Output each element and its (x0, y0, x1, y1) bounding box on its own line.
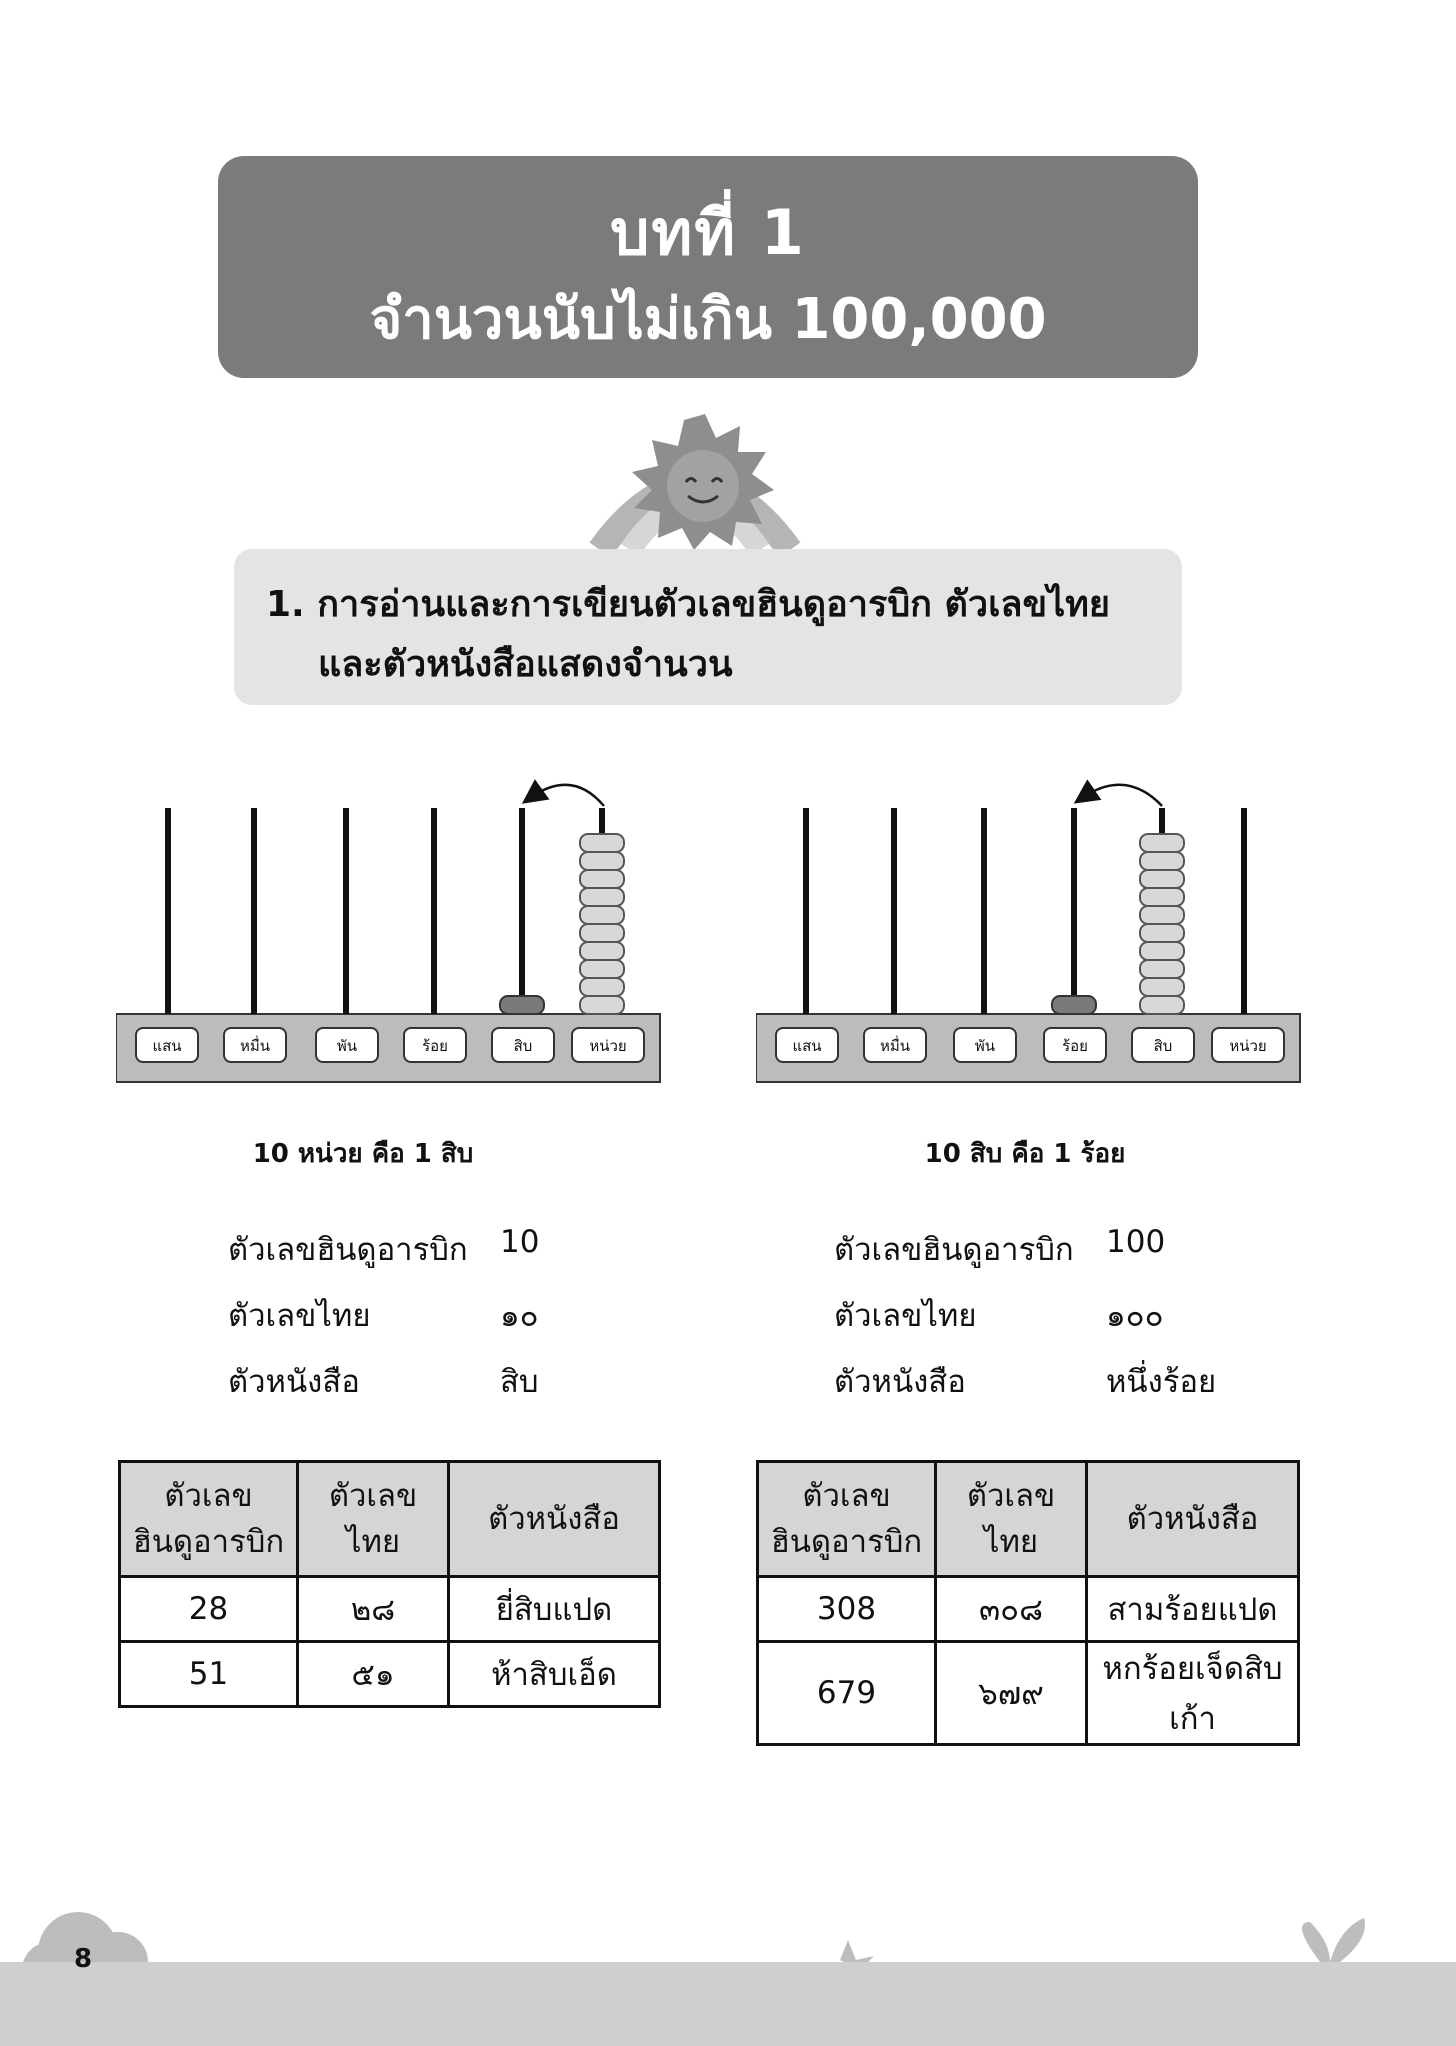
cell-thai: ๖๗๙ (936, 1642, 1087, 1745)
info-value: ๑๐๐ (1106, 1298, 1164, 1334)
cell-thai: ๒๘ (298, 1577, 449, 1642)
header-text-line1: ตัวเลข (802, 1478, 891, 1514)
info-key: ตัวหนังสือ (834, 1364, 966, 1400)
page-number: 8 (74, 1944, 93, 1974)
table-row (120, 1577, 660, 1642)
abacus-right-label-4: ร้อย (1062, 1037, 1088, 1055)
info-key: ตัวหนังสือ (228, 1364, 360, 1400)
info-key: ตัวเลขไทย (228, 1298, 371, 1334)
section-heading-line1: 1. การอ่านและการเขียนตัวเลขฮินดูอารบิก ตัวเลขไทย (266, 584, 1110, 625)
header-thai (298, 1462, 449, 1577)
cell-hindu-arabic: 28 (120, 1577, 298, 1642)
cell-thai: ๕๑ (298, 1642, 449, 1707)
info-row (834, 1224, 1254, 1290)
info-value: 100 (1106, 1224, 1166, 1260)
info-left (228, 1224, 568, 1422)
table-row (120, 1642, 660, 1707)
info-key: ตัวเลขฮินดูอารบิก (834, 1232, 1074, 1268)
info-value: 10 (500, 1224, 540, 1260)
chapter-title: จำนวนนับไม่เกิน 100,000 (369, 287, 1047, 352)
info-key: ตัวเลขไทย (834, 1298, 977, 1334)
info-right (834, 1224, 1254, 1422)
abacus-right-label-1: แสน (792, 1037, 822, 1055)
chapter-title-box (218, 156, 1198, 378)
cell-hindu-arabic: 679 (758, 1642, 936, 1745)
info-row (834, 1356, 1254, 1422)
info-value: ๑๐ (500, 1298, 539, 1334)
abacus-left-label-5: สิบ (513, 1037, 533, 1055)
header-hindu-arabic (120, 1462, 298, 1577)
table-row (758, 1642, 1299, 1745)
abacus-right-label-6: หน่วย (1229, 1037, 1267, 1055)
cell-hindu-arabic: 51 (120, 1642, 298, 1707)
chapter-number: บทที่ 1 (610, 196, 806, 269)
abacus-left-label-2: หมื่น (239, 1037, 271, 1055)
cell-hindu-arabic: 308 (758, 1577, 936, 1642)
abacus-right-label-5: สิบ (1153, 1037, 1173, 1055)
header-hindu-arabic (758, 1462, 936, 1577)
header-text-line1: ตัวเลข (164, 1478, 253, 1514)
sun-mascot-illustration (560, 400, 830, 550)
cell-words: ยี่สิบแปด (449, 1577, 660, 1642)
section-heading-box (234, 549, 1182, 705)
abacus-left-label-4: ร้อย (422, 1037, 448, 1055)
info-row (228, 1224, 568, 1290)
abacus-right (756, 770, 1302, 1115)
cell-words: สามร้อยแปด (1087, 1577, 1299, 1642)
footer-ground (0, 1962, 1456, 2046)
info-row (834, 1290, 1254, 1356)
abacus-left-label-6: หน่วย (589, 1037, 627, 1055)
number-table-left (118, 1460, 661, 1708)
abacus-right-caption: 10 สิบ คือ 1 ร้อย (924, 1139, 1126, 1169)
header-text-line2: ไทย (345, 1524, 401, 1560)
cell-words: ห้าสิบเอ็ด (449, 1642, 660, 1707)
abacus-left (116, 770, 662, 1115)
table-row (758, 1577, 1299, 1642)
info-key: ตัวเลขฮินดูอารบิก (228, 1232, 468, 1268)
info-row (228, 1356, 568, 1422)
abacus-left-caption: 10 หน่วย คือ 1 สิบ (252, 1139, 474, 1169)
info-value: สิบ (500, 1364, 539, 1400)
number-table-right (756, 1460, 1300, 1746)
header-words: ตัวหนังสือ (449, 1462, 660, 1577)
abacus-left-label-1: แสน (152, 1037, 182, 1055)
info-row (228, 1290, 568, 1356)
table-header-row (758, 1462, 1299, 1577)
header-text-line1: ตัวเลข (966, 1478, 1056, 1514)
header-words: ตัวหนังสือ (1087, 1462, 1299, 1577)
header-text-line2: ไทย (983, 1524, 1039, 1560)
section-heading-line2: และตัวหนังสือแสดงจำนวน (318, 644, 733, 685)
abacus-right-label-3: พัน (974, 1037, 996, 1055)
header-text-line2: ฮินดูอารบิก (132, 1524, 285, 1560)
header-text-line2: ฮินดูอารบิก (770, 1524, 923, 1560)
header-thai (936, 1462, 1087, 1577)
cell-words: หกร้อยเจ็ดสิบเก้า (1087, 1642, 1299, 1745)
table-header-row (120, 1462, 660, 1577)
header-text-line1: ตัวเลข (328, 1478, 418, 1514)
info-value: หนึ่งร้อย (1106, 1364, 1217, 1400)
cell-thai: ๓๐๘ (936, 1577, 1087, 1642)
abacus-left-label-3: พัน (336, 1037, 358, 1055)
abacus-right-label-2: หมื่น (879, 1037, 911, 1055)
